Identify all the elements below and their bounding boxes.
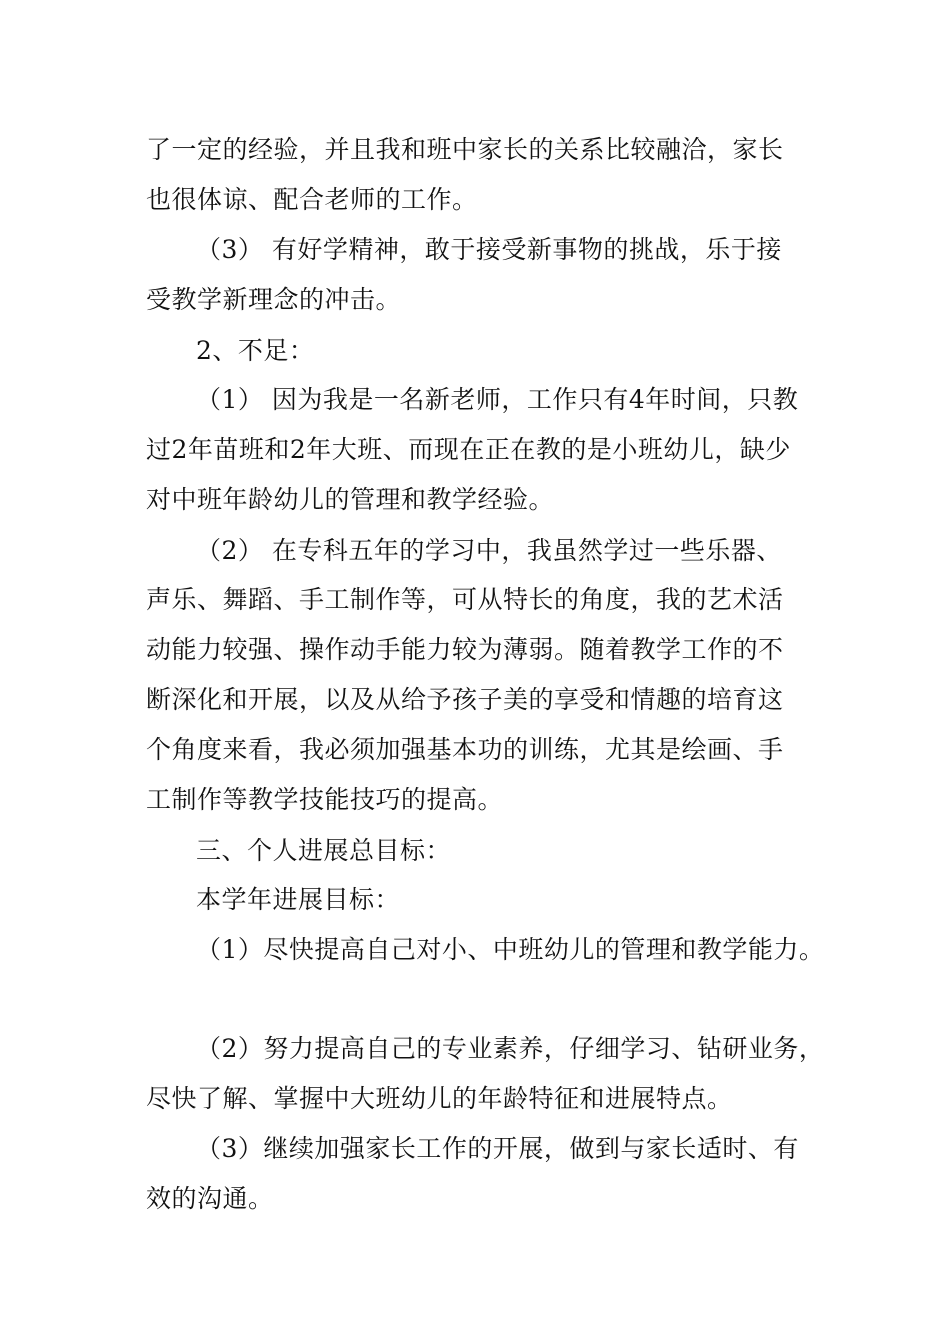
text-line: 个角度来看，我必须加强基本功的训练，尤其是绘画、手 — [146, 735, 784, 764]
text-line: 了一定的经验，并且我和班中家长的关系比较融洽，家长 — [146, 135, 784, 164]
text-line: 工制作等教学技能技巧的提高。 — [146, 785, 504, 814]
text-line: 受教学新理念的冲击。 — [146, 285, 402, 314]
text-line: 声乐、舞蹈、手工制作等，可从特长的角度，我的艺术活 — [146, 585, 784, 614]
paragraph-start-line: （2） 在专科五年的学习中，我虽然学过一些乐器、 — [196, 536, 782, 565]
text-line: 动能力较强、操作动手能力较为薄弱。随着教学工作的不 — [146, 635, 784, 664]
section-heading: 2、不足： — [196, 336, 315, 365]
subsection-heading: 本学年进展目标： — [196, 885, 401, 914]
text-line: 也很体谅、配合老师的工作。 — [146, 185, 478, 214]
text-line: 效的沟通。 — [146, 1184, 274, 1213]
text-line: 断深化和开展，以及从给予孩子美的享受和情趣的培育这 — [146, 685, 784, 714]
text-line: 尽快了解、掌握中大班幼儿的年龄特征和进展特点。 — [146, 1084, 733, 1113]
paragraph-start-line: （2）努力提高自己的专业素养，仔细学习、钻研业务， — [196, 1034, 825, 1063]
text-line: 过2年苗班和2年大班、而现在正在教的是小班幼儿，缺少 — [146, 435, 791, 464]
paragraph-start-line: （3）继续加强家长工作的开展，做到与家长适时、有 — [196, 1134, 799, 1163]
paragraph-start-line: （1）尽快提高自己对小、中班幼儿的管理和教学能力。 — [196, 935, 825, 964]
paragraph-start-line: （3） 有好学精神，敢于接受新事物的挑战，乐于接 — [196, 235, 782, 264]
section-heading: 三、个人进展总目标： — [196, 836, 452, 865]
paragraph-start-line: （1） 因为我是一名新老师，工作只有4年时间，只教 — [196, 385, 799, 414]
text-line: 对中班年龄幼儿的管理和教学经验。 — [146, 485, 555, 514]
